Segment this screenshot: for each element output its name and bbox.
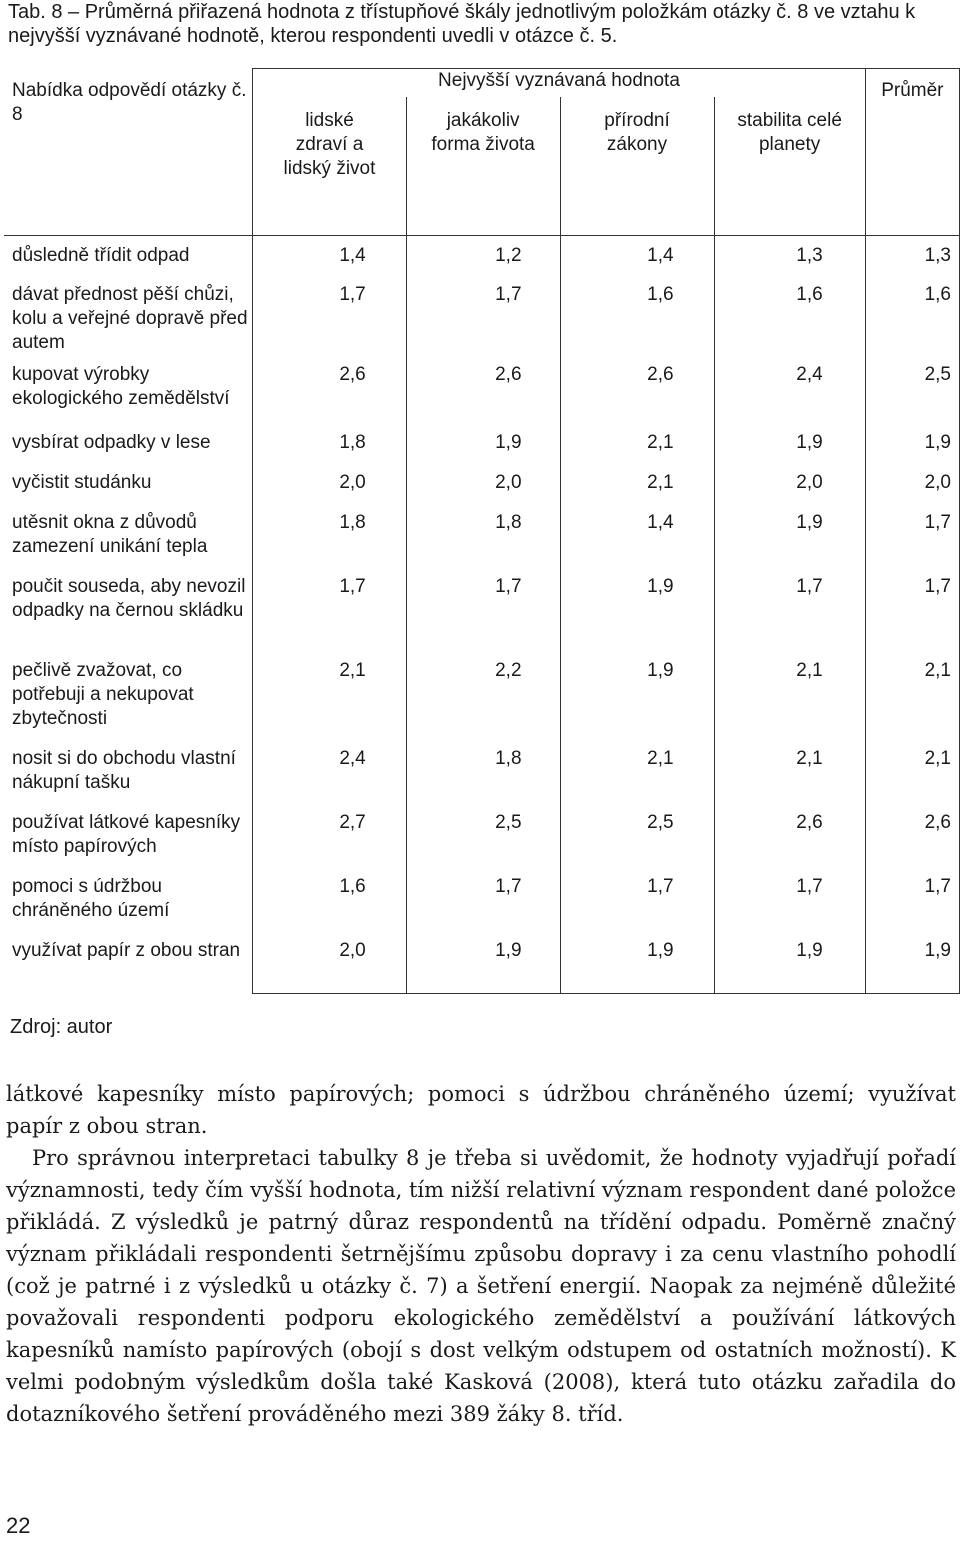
- avg-cell: 1,9: [865, 931, 959, 993]
- row-label: používat látkové kapesníky místo papírových: [12, 812, 241, 857]
- group-header: Nejvyšší vyznávaná hodnota: [253, 69, 866, 97]
- row-label: pečlivě zvažovat, co potřebuji a nekupovat zbytečnosti: [12, 660, 194, 729]
- avg-cell: 1,9: [865, 423, 959, 463]
- row-label: pomoci s údržbou chráněného území: [12, 876, 170, 921]
- value-cell: 2,0: [253, 463, 407, 503]
- avg-header: Průměr: [865, 69, 959, 236]
- avg-cell: 1,7: [865, 503, 959, 567]
- table-row: [4, 355, 960, 423]
- value-cell: 2,6: [560, 355, 714, 423]
- avg-cell: 1,7: [865, 867, 959, 931]
- subheader-2: přírodní zákony: [560, 97, 714, 235]
- value-cell: 1,8: [253, 423, 407, 463]
- corner-header: Nabídka odpovědí otázky č. 8: [4, 69, 253, 236]
- data-table: [4, 68, 960, 994]
- value-cell: 1,4: [560, 503, 714, 567]
- table-row: [4, 739, 960, 803]
- table-row: [4, 867, 960, 931]
- value-cell: 1,3: [714, 235, 865, 275]
- avg-cell: 1,7: [865, 567, 959, 651]
- value-cell: 1,9: [560, 651, 714, 739]
- subheader-0: lidské zdraví a lidský život: [253, 97, 407, 235]
- table-row: [4, 503, 960, 567]
- row-label: utěsnit okna z důvodů zamezení unikání tepla: [12, 512, 208, 557]
- value-cell: 1,4: [560, 235, 714, 275]
- value-cell: 2,5: [560, 803, 714, 867]
- avg-cell: 1,6: [865, 275, 959, 355]
- value-cell: 1,7: [406, 867, 560, 931]
- row-label: poučit souseda, aby nevozil odpadky na černou skládku: [12, 576, 246, 621]
- table-row: [4, 275, 960, 355]
- avg-cell: 2,1: [865, 739, 959, 803]
- row-label: vysbírat odpadky v lese: [12, 432, 211, 453]
- table-caption: Tab. 8 – Průměrná přiřazená hodnota z třístupňové škály jednotlivým položkám otázky č. 8 ve vztahu k nejvyšší vyznávané hodnotě, kterou respondenti uvedli v otázce č. 5.: [8, 1, 916, 47]
- value-cell: 2,1: [253, 651, 407, 739]
- table-row: [4, 803, 960, 867]
- value-cell: 1,7: [253, 275, 407, 355]
- value-cell: 1,7: [560, 867, 714, 931]
- value-cell: 2,1: [714, 651, 865, 739]
- row-label: kupovat výrobky ekologického zemědělství: [12, 364, 230, 409]
- value-cell: 1,7: [406, 275, 560, 355]
- value-cell: 1,8: [406, 503, 560, 567]
- table-row: [4, 567, 960, 651]
- avg-cell: 2,6: [865, 803, 959, 867]
- subheader-1: jakákoliv forma života: [406, 97, 560, 235]
- row-label: důsledně třídit odpad: [12, 244, 190, 266]
- value-cell: 2,2: [406, 651, 560, 739]
- row-label: nosit si do obchodu vlastní nákupní tašku: [12, 748, 236, 793]
- value-cell: 1,6: [560, 275, 714, 355]
- avg-cell: 2,0: [865, 463, 959, 503]
- value-cell: 2,4: [714, 355, 865, 423]
- table-row: [4, 651, 960, 739]
- value-cell: 1,9: [560, 567, 714, 651]
- table-row: [4, 463, 960, 503]
- value-cell: 1,8: [406, 739, 560, 803]
- value-cell: 1,7: [714, 567, 865, 651]
- value-cell: 1,7: [253, 567, 407, 651]
- value-cell: 2,6: [406, 355, 560, 423]
- row-label: využívat papír z obou stran: [12, 940, 241, 961]
- avg-cell: 2,5: [865, 355, 959, 423]
- row-label: dávat přednost pěší chůzi, kolu a veřejné dopravě před autem: [12, 284, 248, 353]
- avg-cell: 2,1: [865, 651, 959, 739]
- data-table-wrapper: [4, 68, 960, 994]
- subheader-3: stabilita celé planety: [714, 97, 865, 235]
- value-cell: 1,9: [406, 423, 560, 463]
- table-body: [4, 235, 960, 993]
- value-cell: 1,2: [406, 235, 560, 275]
- value-cell: 2,4: [253, 739, 407, 803]
- value-cell: 2,6: [714, 803, 865, 867]
- value-cell: 1,7: [714, 867, 865, 931]
- value-cell: 2,0: [406, 463, 560, 503]
- value-cell: 2,6: [253, 355, 407, 423]
- value-cell: 1,9: [714, 931, 865, 993]
- avg-cell: 1,3: [865, 235, 959, 275]
- value-cell: 1,9: [560, 931, 714, 993]
- paragraph: Pro správnou interpretaci tabulky 8 je třeba si uvědomit, že hodnoty vyjadřují pořadí významnosti, tedy čím vyšší hodnota, tím nižší relativní význam respondent dané položce přikládá. Z výsledků je patrný důraz respondentů na třídění odpadu. Poměrně značný význam přikládali respondenti šetrnějšímu způsobu dopravy i za cenu vlastního pohodlí (což je patrné i z výsledků u otázky č. 7) a šetření energií. Naopak za nejméně důležité považovali respondenti podporu ekologického zemědělství a používání látkových kapesníků namísto papírových (obojí s dost velkým odstupem od ostatních možností). K velmi podobným výsledkům došla také Kasková (2008), která tuto otázku zařadila do dotazníkového šetření prováděného mezi 389 žáky 8. tříd.: [6, 1146, 956, 1426]
- value-cell: 1,9: [406, 931, 560, 993]
- value-cell: 1,7: [406, 567, 560, 651]
- table-row: [4, 423, 960, 463]
- page-number: 22: [6, 1513, 31, 1538]
- value-cell: 1,9: [714, 503, 865, 567]
- value-cell: 2,5: [406, 803, 560, 867]
- value-cell: 2,1: [714, 739, 865, 803]
- value-cell: 2,1: [560, 463, 714, 503]
- value-cell: 2,0: [253, 931, 407, 993]
- table-row: [4, 235, 960, 275]
- value-cell: 1,8: [253, 503, 407, 567]
- value-cell: 2,1: [560, 739, 714, 803]
- value-cell: 1,4: [253, 235, 407, 275]
- value-cell: 1,6: [253, 867, 407, 931]
- paragraph: látkové kapesníky místo papírových; pomoci s údržbou chráněného území; využívat papír z obou stran.: [6, 1082, 956, 1138]
- table-row: [4, 931, 960, 993]
- value-cell: 1,6: [714, 275, 865, 355]
- body-text: [6, 1078, 956, 1430]
- table-source: Zdroj: autor: [10, 1016, 113, 1038]
- row-label: vyčistit studánku: [12, 472, 152, 493]
- value-cell: 1,9: [714, 423, 865, 463]
- value-cell: 2,1: [560, 423, 714, 463]
- value-cell: 2,7: [253, 803, 407, 867]
- value-cell: 2,0: [714, 463, 865, 503]
